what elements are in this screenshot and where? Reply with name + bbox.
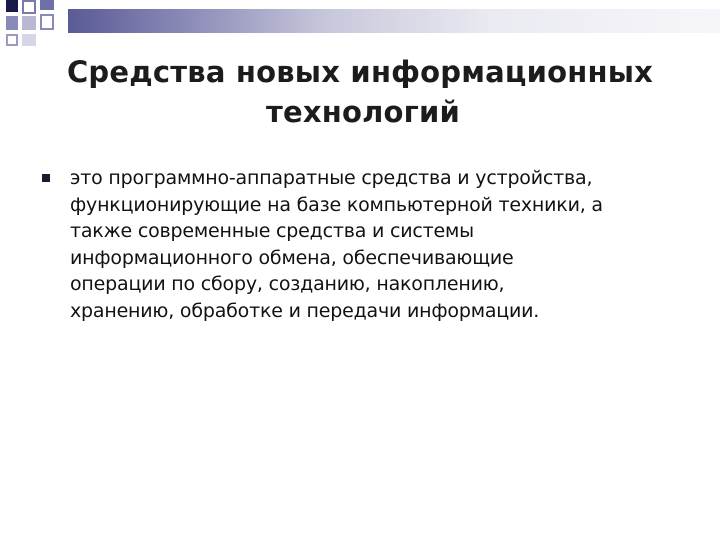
decorative-square-icon: [6, 16, 18, 30]
slide-title-line: Средства новых информационных: [66, 55, 654, 89]
decorative-square-icon: [40, 0, 54, 10]
decorative-square-icon: [6, 34, 18, 46]
decorative-square-icon: [6, 0, 18, 12]
square-bullet-icon: [42, 174, 50, 182]
bullet-text-line: также современные средства и системы: [70, 220, 474, 242]
decorative-square-icon: [22, 16, 36, 30]
decorative-header: [0, 0, 720, 60]
header-gradient-bar: [68, 9, 720, 33]
bullet-text-line: операции по сбору, созданию, накоплению,: [70, 273, 505, 295]
bullet-text-line: информационного обмена, обеспечивающие: [70, 246, 514, 269]
bullet-text: [70, 165, 685, 324]
bullet-text-line: это программно-аппаратные средства и устройства,: [70, 167, 593, 189]
slide-title: [0, 52, 720, 132]
bullet-text-line: хранению, обработке и передачи информации.: [70, 299, 540, 322]
bullet-text-line: функционирующие на базе компьютерной техники, а: [70, 193, 603, 216]
decorative-square-icon: [22, 34, 36, 46]
slide-title-line: технологий: [265, 95, 461, 129]
decorative-square-icon: [40, 14, 54, 30]
decorative-square-icon: [22, 0, 36, 14]
